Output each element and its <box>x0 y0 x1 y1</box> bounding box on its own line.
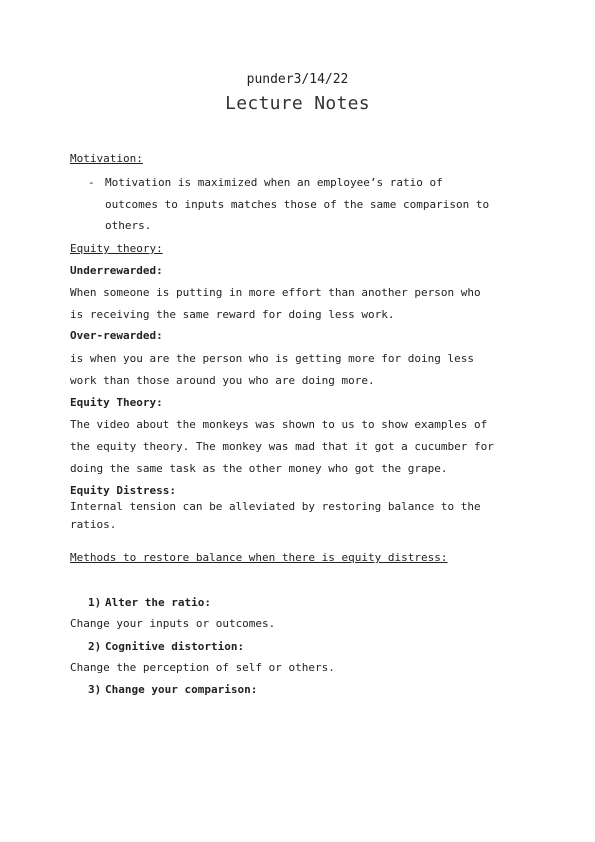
overrewarded-line: is when you are the person who is getting more for doing less <box>70 352 474 365</box>
equity-distress-line: Internal tension can be alleviated by restoring balance to the <box>70 500 481 513</box>
overrewarded-label: Over-rewarded: <box>70 329 163 342</box>
equity-theory-line: The video about the monkeys was shown to us to show examples of <box>70 418 488 431</box>
method-title: Alter the ratio: <box>105 596 211 609</box>
motivation-heading: Motivation: <box>70 152 143 165</box>
equity-theory-heading: Equity theory: <box>70 242 163 255</box>
motivation-line: outcomes to inputs matches those of the same comparison to <box>105 198 490 211</box>
method-number: 3) <box>88 683 102 696</box>
underrewarded-line: When someone is putting in more effort than another person who <box>70 286 481 299</box>
method-description: Change the perception of self or others. <box>70 661 335 674</box>
page-title: Lecture Notes <box>225 93 370 114</box>
method-title: Cognitive distortion: <box>105 640 245 653</box>
equity-theory-line: doing the same task as the other money who got the grape. <box>70 462 448 475</box>
methods-heading: Methods to restore balance when there is equity distress: <box>70 551 448 564</box>
equity-distress-label: Equity Distress: <box>70 484 176 497</box>
equity-theory-label: Equity Theory: <box>70 396 163 409</box>
author-date: punder3/14/22 <box>246 72 349 87</box>
motivation-line: others. <box>105 219 152 232</box>
method-number: 1) <box>88 596 102 609</box>
overrewarded-line: work than those around you who are doing more. <box>70 374 375 387</box>
underrewarded-line: is receiving the same reward for doing less work. <box>70 308 395 321</box>
method-title: Change your comparison: <box>105 683 258 696</box>
method-number: 2) <box>88 640 102 653</box>
method-description: Change your inputs or outcomes. <box>70 617 276 630</box>
bullet-dash: - <box>88 176 95 189</box>
equity-theory-line: the equity theory. The monkey was mad that it got a cucumber for <box>70 440 494 453</box>
equity-distress-line: ratios. <box>70 518 117 531</box>
underrewarded-label: Underrewarded: <box>70 264 163 277</box>
motivation-line: Motivation is maximized when an employee’s ratio of <box>105 176 443 189</box>
